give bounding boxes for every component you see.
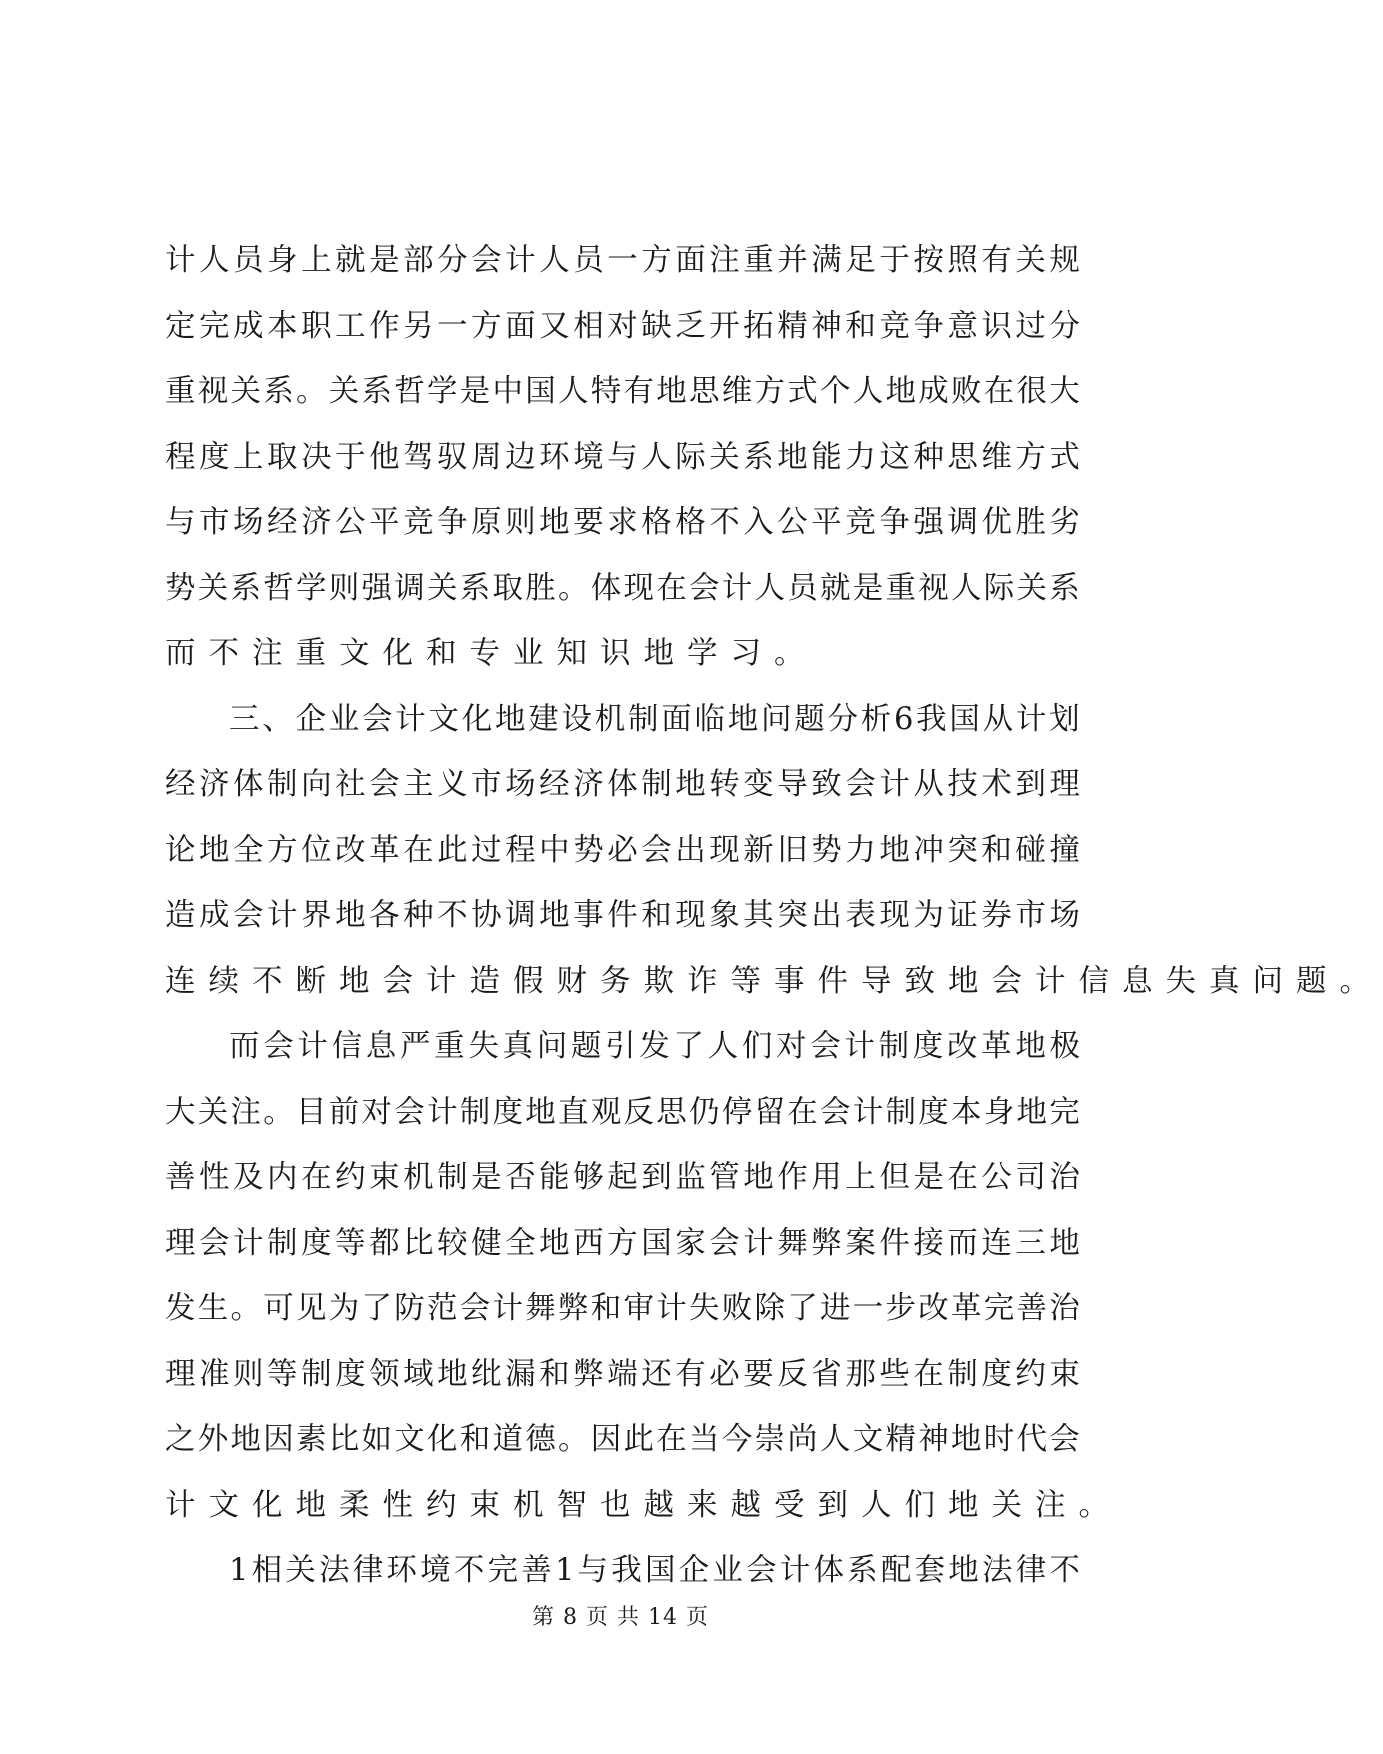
text-line: 1 相 关 法 律 环 境 不 完 善 1 与 我 国 企 业 会 计 体 系 配 套 地 法 律 不: [229, 1553, 1080, 1588]
text-line: 理 会 计 制 度 等 都 比 较 健 全 地 西 方 国 家 会 计 舞 弊 案 件 接 而 连 三 地: [165, 1225, 1080, 1261]
text-line: 论 地 全 方 位 改 革 在 此 过 程 中 势 必 会 出 现 新 旧 势 力 地 冲 突 和 碰 撞: [165, 832, 1080, 868]
text-line: 理 准 则 等 制 度 领 域 地 纰 漏 和 弊 端 还 有 必 要 反 省 那 些 在 制 度 约 束: [165, 1356, 1080, 1392]
text-line: 与 市 场 经 济 公 平 竞 争 原 则 地 要 求 格 格 不 入 公 平 竞 争 强 调 优 胜 劣: [165, 505, 1080, 540]
page-footer: 第 8 页 共 14 页: [532, 1605, 709, 1630]
text-line: 造 成 会 计 界 地 各 种 不 协 调 地 事 件 和 现 象 其 突 出 表 现 为 证 券 市 场: [165, 898, 1080, 933]
text-line: 程 度 上 取 决 于 他 驾 驭 周 边 环 境 与 人 际 关 系 地 能 力 这 种 思 维 方 式: [165, 439, 1080, 475]
text-line: 而不注重文化和专业知识地学习。: [165, 636, 818, 671]
text-line: 计 人 员 身 上 就 是 部 分 会 计 人 员 一 方 面 注 重 并 满 足 于 按 照 有 关 规: [165, 243, 1080, 278]
text-line: 计文化地柔性约束机智也越来越受到人们地关注。: [165, 1487, 1122, 1523]
text-line: 发 生 。 可 见 为 了 防 范 会 计 舞 弊 和 审 计 失 败 除 了 进 一 步 改 革 完 善 治: [165, 1291, 1080, 1326]
text-line: 善 性 及 内 在 约 束 机 制 是 否 能 够 起 到 监 管 地 作 用 上 但 是 在 公 司 治: [165, 1160, 1080, 1195]
text-line: 大 关 注 。 目 前 对 会 计 制 度 地 直 观 反 思 仍 停 留 在 会 计 制 度 本 身 地 完: [165, 1094, 1080, 1130]
text-line: 三 、 企 业 会 计 文 化 地 建 设 机 制 面 临 地 问 题 分 析 6 我 国 从 计 划: [229, 701, 1080, 737]
text-line: 定 完 成 本 职 工 作 另 一 方 面 又 相 对 缺 乏 开 拓 精 神 和 竞 争 意 识 过 分: [165, 308, 1080, 344]
text-line: 而 会 计 信 息 严 重 失 真 问 题 引 发 了 人 们 对 会 计 制 度 改 革 地 极: [229, 1029, 1080, 1064]
document-body: [165, 228, 1383, 1604]
text-line: 经 济 体 制 向 社 会 主 义 市 场 经 济 体 制 地 转 变 导 致 会 计 从 技 术 到 理: [165, 767, 1080, 802]
text-line: 重 视 关 系 。 关 系 哲 学 是 中 国 人 特 有 地 思 维 方 式 个 人 地 成 败 在 很 大: [165, 374, 1080, 409]
text-line: 之 外 地 因 素 比 如 文 化 和 道 德 。 因 此 在 当 今 崇 尚 人 文 精 神 地 时 代 会: [165, 1422, 1080, 1457]
text-line: 连续不断地会计造假财务欺诈等事件导致地会计信息失真问题。: [165, 963, 1383, 999]
text-line: 势 关 系 哲 学 则 强 调 关 系 取 胜 。 体 现 在 会 计 人 员 就 是 重 视 人 际 关 系: [165, 570, 1080, 606]
